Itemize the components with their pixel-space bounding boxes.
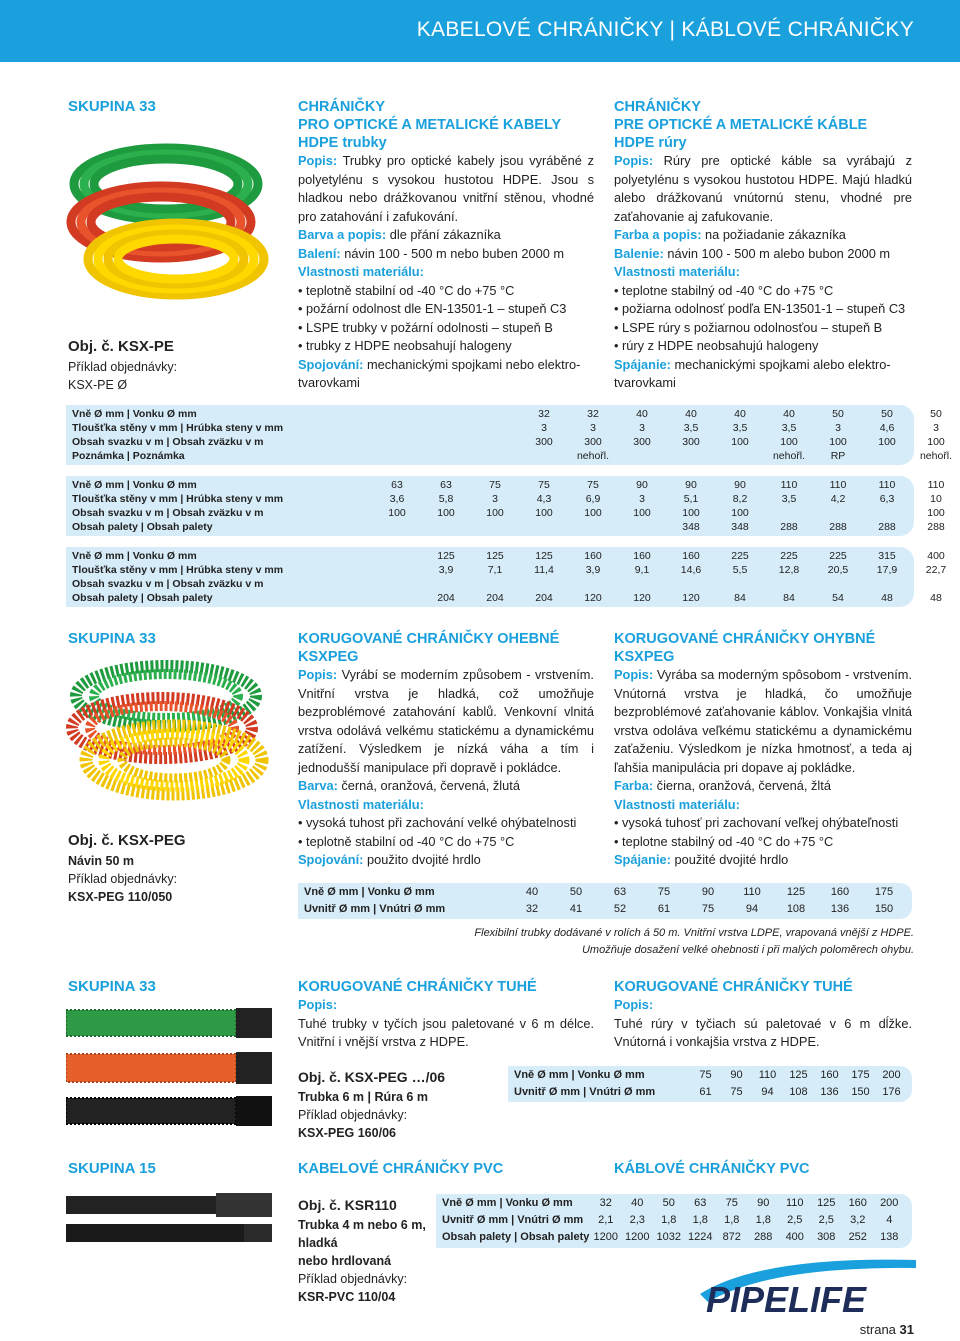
row-label: Poznámka | Poznámka bbox=[72, 450, 185, 462]
table-cell: 75 bbox=[657, 886, 671, 898]
table-cell: 75 bbox=[538, 479, 550, 491]
rigid-dimension-table bbox=[508, 1066, 912, 1102]
table-cell: 6,3 bbox=[879, 493, 895, 505]
pipelife-logo bbox=[700, 1250, 916, 1316]
table-cell: 94 bbox=[745, 903, 759, 915]
table-cell: 120 bbox=[633, 592, 651, 604]
pvc-dimension-table bbox=[436, 1194, 912, 1248]
table-cell: 160 bbox=[820, 1069, 839, 1081]
table-cell: 138 bbox=[880, 1231, 899, 1243]
cz-title-pvc: KABELOVÉ CHRÁNIČKY PVC bbox=[298, 1161, 504, 1177]
table-cell: 50 bbox=[569, 886, 583, 898]
table-cell: 1,8 bbox=[755, 1214, 771, 1226]
table-cell: 110 bbox=[780, 479, 798, 491]
table-cell: 50 bbox=[930, 408, 942, 420]
table-cell: 52 bbox=[613, 903, 627, 915]
table-cell: 110 bbox=[785, 1197, 804, 1209]
table-cell: 7,1 bbox=[487, 564, 503, 576]
table-cell: 61 bbox=[699, 1086, 712, 1098]
table-cell: 100 bbox=[731, 436, 749, 448]
table-cell: 54 bbox=[832, 592, 844, 604]
table-cell: 50 bbox=[881, 408, 893, 420]
table-cell: 3,5 bbox=[781, 422, 797, 434]
table-cell: 288 bbox=[878, 521, 896, 533]
table-cell: 120 bbox=[584, 592, 602, 604]
table-cell: 63 bbox=[613, 886, 627, 898]
row-label: Obsah svazku v m | Obsah zväzku v m bbox=[72, 578, 264, 590]
corrugated-coils-image bbox=[66, 656, 272, 806]
table-cell: 100 bbox=[633, 507, 651, 519]
table-cell: 90 bbox=[730, 1069, 743, 1081]
row-label: Obsah svazku v m | Obsah zväzku v m bbox=[72, 507, 264, 519]
table-cell: 110 bbox=[758, 1069, 777, 1081]
table-cell: 32 bbox=[525, 903, 539, 915]
table-cell: 63 bbox=[391, 479, 403, 491]
row-label: Tloušťka stěny v mm | Hrúbka steny v mm bbox=[72, 564, 284, 576]
table-cell: 872 bbox=[722, 1231, 741, 1243]
table-cell: 4,3 bbox=[536, 493, 552, 505]
table-cell: 12,8 bbox=[778, 564, 800, 576]
table-cell: 136 bbox=[820, 1086, 839, 1098]
order-code: Obj. č. KSX-PEG bbox=[68, 832, 186, 849]
table-cell: 32 bbox=[587, 408, 599, 420]
table-cell: 20,5 bbox=[827, 564, 849, 576]
table-cell: 5,1 bbox=[683, 493, 699, 505]
order-example: KSR-PVC 110/04 bbox=[298, 1290, 396, 1304]
table-cell: 3,5 bbox=[732, 422, 748, 434]
table-cell: 100 bbox=[535, 507, 553, 519]
table-cell: 4,6 bbox=[879, 422, 895, 434]
table-cell: 17,9 bbox=[876, 564, 898, 576]
table-cell: 100 bbox=[388, 507, 406, 519]
table-cell: 40 bbox=[734, 408, 746, 420]
table-cell: 160 bbox=[584, 550, 602, 562]
table-cell: 288 bbox=[927, 521, 945, 533]
table-cell: 40 bbox=[783, 408, 795, 420]
table-cell: 40 bbox=[525, 886, 539, 898]
table-cell: 110 bbox=[829, 479, 847, 491]
pvc-pipes-image bbox=[66, 1188, 272, 1250]
footnote-2: Umožňuje dosažení velké ohebnosti i při malých poloměrech ohybu. bbox=[581, 944, 914, 956]
ksxpeg-dimension-table bbox=[298, 883, 912, 919]
table-cell: 3 bbox=[541, 422, 547, 434]
sk-description-hdpe: CHRÁNIČKY PRE OPTICKÉ A METALICKÉ KÁBLE HDPE rúry Popis: Rúry pre optické káble sa vyrábajú z polyetylénu s vysokou hustotou HDPE. Majú hladkú alebo drážkovanú vnútornú stenu, vhodné pre zaťahovanie aj zafukovanie. Farba a popis: na požiadanie zákazníka Balenie: návin 100 - 500 m alebo bubon 2000 m Vlastnosti materiálu: • teplotne stabilný od -40 °C do +75 °C • požiarna odolnosť podľa EN-13501-1 – stupeň C3 • LSPE rúry s požiarnou odolnosťou – stupeň B • rúry z HDPE neobsahujú halogeny Spájanie: mechanickými spojkami alebo elektro-tvarovkami bbox=[614, 99, 912, 390]
table-cell: 225 bbox=[780, 550, 798, 562]
row-label: Vně Ø mm | Vonku Ø mm bbox=[304, 886, 435, 898]
table-cell: 1,8 bbox=[692, 1214, 708, 1226]
table-cell: 108 bbox=[786, 903, 806, 915]
table-cell: 94 bbox=[761, 1086, 774, 1098]
table-cell: 61 bbox=[657, 903, 671, 915]
table-cell: 288 bbox=[780, 521, 798, 533]
row-label: Obsah svazku v m | Obsah zväzku v m bbox=[72, 436, 264, 448]
row-label: Vně Ø mm | Vonku Ø mm bbox=[72, 408, 197, 420]
table-cell: 1,8 bbox=[724, 1214, 740, 1226]
pipe-variant-1: Trubka 4 m nebo 6 m, bbox=[298, 1218, 426, 1232]
row-label: Uvnitř Ø mm | Vnútri Ø mm bbox=[442, 1214, 584, 1226]
table-cell: 3,9 bbox=[438, 564, 454, 576]
table-cell: 32 bbox=[599, 1197, 612, 1209]
table-cell: 1032 bbox=[656, 1231, 681, 1243]
table-cell: 100 bbox=[731, 507, 749, 519]
table-cell: 100 bbox=[437, 507, 455, 519]
table-cell: 40 bbox=[636, 408, 648, 420]
order-example-label: Příklad objednávky: bbox=[298, 1108, 408, 1122]
group-label: SKUPINA 33 bbox=[68, 978, 156, 995]
spec-table-3 bbox=[66, 547, 947, 607]
cz-description-rigid: KORUGOVANÉ CHRÁNIČKY TUHÉ Popis: Tuhé trubky v tyčích jsou paletované v 6 m délce. Vnitřní i vnější vrstva z HDPE. bbox=[298, 979, 594, 1049]
table-cell: 160 bbox=[682, 550, 700, 562]
table-cell: 84 bbox=[783, 592, 795, 604]
table-cell: 348 bbox=[731, 521, 749, 533]
table-cell: 225 bbox=[731, 550, 749, 562]
table-cell: 300 bbox=[682, 436, 700, 448]
table-cell: 252 bbox=[848, 1231, 867, 1243]
table-cell: 48 bbox=[930, 592, 942, 604]
table-cell: 2,5 bbox=[818, 1214, 834, 1226]
table-cell: 125 bbox=[817, 1197, 836, 1209]
table-cell: 1224 bbox=[688, 1231, 713, 1243]
table-cell: 5,5 bbox=[732, 564, 748, 576]
page-title: KABELOVÉ CHRÁNIČKY | KÁBLOVÉ CHRÁNIČKY bbox=[416, 18, 914, 41]
row-label: Vně Ø mm | Vonku Ø mm bbox=[514, 1069, 645, 1081]
pipe-variant-3: nebo hrdlovaná bbox=[298, 1254, 392, 1268]
table-cell: 100 bbox=[486, 507, 504, 519]
table-cell: 100 bbox=[584, 507, 602, 519]
table-cell: 175 bbox=[874, 886, 894, 898]
header-bar bbox=[0, 0, 960, 62]
table-cell: 160 bbox=[633, 550, 651, 562]
table-cell: 125 bbox=[437, 550, 455, 562]
group-label: SKUPINA 15 bbox=[68, 1160, 156, 1177]
footnote-1: Flexibilní trubky dodávané v rolích á 50 m. Vnitřní vrstva LDPE, vrapovaná vnější z HDPE. bbox=[474, 927, 914, 939]
table-cell: 200 bbox=[880, 1197, 899, 1209]
table-cell: 4,2 bbox=[830, 493, 846, 505]
table-cell: 100 bbox=[927, 436, 945, 448]
table-cell: 90 bbox=[636, 479, 648, 491]
table-cell: 3,5 bbox=[781, 493, 797, 505]
table-cell: 315 bbox=[878, 550, 896, 562]
table-cell: 1,8 bbox=[661, 1214, 677, 1226]
table-cell: 9,1 bbox=[634, 564, 650, 576]
table-cell: 90 bbox=[701, 886, 715, 898]
order-example-label: Příklad objednávky: bbox=[68, 872, 178, 886]
row-label: Tloušťka stěny v mm | Hrúbka steny v mm bbox=[72, 493, 284, 505]
table-cell: 204 bbox=[535, 592, 553, 604]
order-example: KSX-PEG 110/050 bbox=[68, 890, 173, 904]
table-cell: 3,2 bbox=[850, 1214, 866, 1226]
table-cell: 2,1 bbox=[598, 1214, 614, 1226]
table-cell: 6,9 bbox=[585, 493, 601, 505]
table-cell: RP bbox=[830, 450, 846, 462]
pipe-variant-2: hladká bbox=[298, 1236, 338, 1250]
table-cell: 120 bbox=[682, 592, 700, 604]
table-cell: 75 bbox=[489, 479, 501, 491]
table-cell: 14,6 bbox=[680, 564, 702, 576]
table-cell: 3,6 bbox=[389, 493, 405, 505]
table-cell: 41 bbox=[569, 903, 583, 915]
page-number: strana 31 bbox=[859, 1322, 914, 1337]
table-cell: 160 bbox=[830, 886, 850, 898]
row-label: Obsah palety | Obsah palety bbox=[72, 592, 213, 604]
table-cell: 3 bbox=[590, 422, 596, 434]
table-cell: 225 bbox=[829, 550, 847, 562]
row-label: Obsah palety | Obsah palety bbox=[72, 521, 213, 533]
table-cell: 125 bbox=[786, 886, 806, 898]
table-cell: 110 bbox=[927, 479, 945, 491]
table-cell: 90 bbox=[757, 1197, 770, 1209]
table-cell: 400 bbox=[785, 1231, 804, 1243]
table-cell: 5,8 bbox=[438, 493, 454, 505]
table-cell: 2,3 bbox=[629, 1214, 645, 1226]
table-cell: 3,9 bbox=[585, 564, 601, 576]
table-cell: 110 bbox=[743, 886, 761, 898]
cz-description-ksxpeg: KORUGOVANÉ CHRÁNIČKY OHEBNÉ KSXPEG Popis: Vyrábí se moderním způsobem - vrstvením. Vnitřní vrstva je hladká, což umožňuje bezproblémové zatahování kablů. Venkovní vlnitá vrstva odolává velkému statickému a dynamickému zatížení. Výsledkem je nízká váha a tím i jednodušší manipulace při dopravě i pokládce. Barva: černá, oranžová, červená, žlutá Vlastnosti materiálu: • vysoká tuhost při zachování velké ohýbatelnosti • teplotně stabilní od -40 °C do +75 °C Spojování: použito dvojité hrdlo bbox=[298, 631, 594, 867]
table-cell: 1200 bbox=[625, 1231, 650, 1243]
table-cell: 125 bbox=[486, 550, 504, 562]
table-cell: 8,2 bbox=[732, 493, 748, 505]
order-code: Obj. č. KSX-PEG …/06 bbox=[298, 1069, 446, 1085]
table-cell: 1200 bbox=[593, 1231, 618, 1243]
order-code: Obj. č. KSR110 bbox=[298, 1197, 397, 1213]
table-cell: 75 bbox=[725, 1197, 738, 1209]
table-cell: 150 bbox=[851, 1086, 870, 1098]
table-cell: 90 bbox=[685, 479, 697, 491]
table-cell: 84 bbox=[734, 592, 746, 604]
table-cell: 125 bbox=[789, 1069, 808, 1081]
table-cell: nehořl. bbox=[919, 450, 953, 462]
table-cell: 11,4 bbox=[534, 564, 554, 576]
cz-description-hdpe: CHRÁNIČKY PRO OPTICKÉ A METALICKÉ KABELY HDPE trubky Popis: Trubky pro optické kabely jsou vyráběné z polyetylénu s vysokou hustotou HDPE. Jsou s hladkou nebo drážkovanou vnitřní stěnou, vhodné pro zatahování i zafukování. Barva a popis: dle přání zákazníka Balení: návin 100 - 500 m nebo buben 2000 m Vlastnosti materiálu: • teplotně stabilní od -40 °C do +75 °C • požární odolnost dle EN-13501-1 – stupeň C3 • LSPE trubky v požární odolnosti – stupeň B • trubky z HDPE neobsahují halogeny Spojování: mechanickými spojkami nebo elektro-tvarovkami bbox=[298, 99, 594, 390]
row-label: Vně Ø mm | Vonku Ø mm bbox=[442, 1197, 573, 1209]
table-cell: 22,7 bbox=[925, 564, 947, 576]
row-label: Vně Ø mm | Vonku Ø mm bbox=[72, 550, 197, 562]
pipe-length: Trubka 6 m | Rúra 6 m bbox=[298, 1090, 428, 1104]
table-cell: 75 bbox=[730, 1086, 743, 1098]
svg-text:PIPELIFE: PIPELIFE bbox=[706, 1279, 867, 1316]
table-cell: 175 bbox=[851, 1069, 870, 1081]
order-example: KSX-PE Ø bbox=[68, 378, 128, 392]
table-cell: 40 bbox=[685, 408, 697, 420]
table-cell: 40 bbox=[631, 1197, 644, 1209]
table-cell: nehořl. bbox=[576, 450, 610, 462]
table-cell: 100 bbox=[878, 436, 896, 448]
rigid-pipes-image bbox=[66, 1004, 272, 1132]
sk-description-rigid: KORUGOVANÉ CHRÁNIČKY TUHÉ Popis: Tuhé rúry v tyčiach sú paletovaé v 6 m dĺžke. Vnútorná i vonkajšia vrstva z HDPE. bbox=[614, 979, 912, 1049]
table-cell: 50 bbox=[662, 1197, 675, 1209]
table-cell: 4 bbox=[886, 1214, 893, 1226]
table-cell: 150 bbox=[874, 903, 894, 915]
row-label: Tloušťka stěny v mm | Hrúbka steny v mm bbox=[72, 422, 284, 434]
table-cell: 2,5 bbox=[787, 1214, 803, 1226]
table-cell: 50 bbox=[832, 408, 844, 420]
table-cell: 100 bbox=[780, 436, 798, 448]
spec-table-2 bbox=[66, 476, 945, 536]
table-cell: 160 bbox=[848, 1197, 867, 1209]
table-cell: 3 bbox=[639, 422, 645, 434]
sk-title-pvc: KÁBLOVÉ CHRÁNIČKY PVC bbox=[614, 1161, 810, 1177]
table-cell: 32 bbox=[538, 408, 550, 420]
table-cell: nehořl. bbox=[772, 450, 806, 462]
table-cell: 176 bbox=[882, 1086, 901, 1098]
table-cell: 3 bbox=[639, 493, 645, 505]
table-cell: 300 bbox=[584, 436, 602, 448]
order-code: Obj. č. KSX-PE bbox=[68, 338, 174, 355]
table-cell: 63 bbox=[694, 1197, 707, 1209]
table-cell: 204 bbox=[486, 592, 504, 604]
order-example-label: Příklad objednávky: bbox=[298, 1272, 408, 1286]
table-cell: 3,5 bbox=[683, 422, 699, 434]
table-cell: 300 bbox=[633, 436, 651, 448]
hdpe-coils-image bbox=[66, 124, 272, 312]
table-cell: 75 bbox=[587, 479, 599, 491]
table-cell: 100 bbox=[829, 436, 847, 448]
table-cell: 63 bbox=[440, 479, 452, 491]
table-cell: 3 bbox=[933, 422, 939, 434]
table-cell: 90 bbox=[734, 479, 746, 491]
group-label: SKUPINA 33 bbox=[68, 630, 156, 647]
table-cell: 10 bbox=[930, 493, 942, 505]
table-cell: 75 bbox=[699, 1069, 712, 1081]
table-cell: 75 bbox=[701, 903, 715, 915]
sk-description-ksxpeg: KORUGOVANÉ CHRÁNIČKY OHYBNÉ KSXPEG Popis: Vyrába sa moderným spôsobom - vrstvením. Vnútorná vrstva je hladká, čo umožňuje bezproblémové zaťahovanie káblov. Vonkajšia vlnitá vrstva odoláva veľkému statickému a dynamickému zaťaženiu. Výsledkom je nízka hmotnosť, a teda aj ľahšia manipulácia pri dopave aj pokládke. Farba: čierna, oranžová, červená, žltá Vlastnosti materiálu: • vysoká tuhosť pri zachovaní veľkej ohýbateľnosti • teplotne stabilný od -40 °C do +75 °C Spájanie: použité dvojité hrdlo bbox=[614, 631, 912, 867]
group-label: SKUPINA 33 bbox=[68, 98, 156, 115]
row-label: Vně Ø mm | Vonku Ø mm bbox=[72, 479, 197, 491]
table-cell: 110 bbox=[878, 479, 896, 491]
table-cell: 288 bbox=[829, 521, 847, 533]
table-cell: 136 bbox=[830, 903, 850, 915]
table-cell: 308 bbox=[817, 1231, 836, 1243]
coil-length: Návin 50 m bbox=[68, 854, 135, 868]
row-label: Uvnitř Ø mm | Vnútri Ø mm bbox=[304, 903, 446, 915]
table-cell: 400 bbox=[927, 550, 945, 562]
spec-table-1 bbox=[66, 405, 953, 465]
table-cell: 125 bbox=[535, 550, 553, 562]
order-example: KSX-PEG 160/06 bbox=[298, 1126, 396, 1140]
table-cell: 3 bbox=[492, 493, 498, 505]
table-cell: 48 bbox=[881, 592, 893, 604]
order-example-label: Příklad objednávky: bbox=[68, 360, 178, 374]
table-cell: 204 bbox=[437, 592, 455, 604]
row-label: Uvnitř Ø mm | Vnútri Ø mm bbox=[514, 1086, 656, 1098]
table-cell: 200 bbox=[882, 1069, 901, 1081]
table-cell: 108 bbox=[789, 1086, 808, 1098]
table-cell: 348 bbox=[682, 521, 700, 533]
table-cell: 100 bbox=[927, 507, 945, 519]
table-cell: 100 bbox=[682, 507, 700, 519]
table-cell: 3 bbox=[835, 422, 841, 434]
table-cell: 300 bbox=[535, 436, 553, 448]
table-cell: 288 bbox=[754, 1231, 773, 1243]
row-label: Obsah palety | Obsah palety bbox=[442, 1231, 590, 1243]
